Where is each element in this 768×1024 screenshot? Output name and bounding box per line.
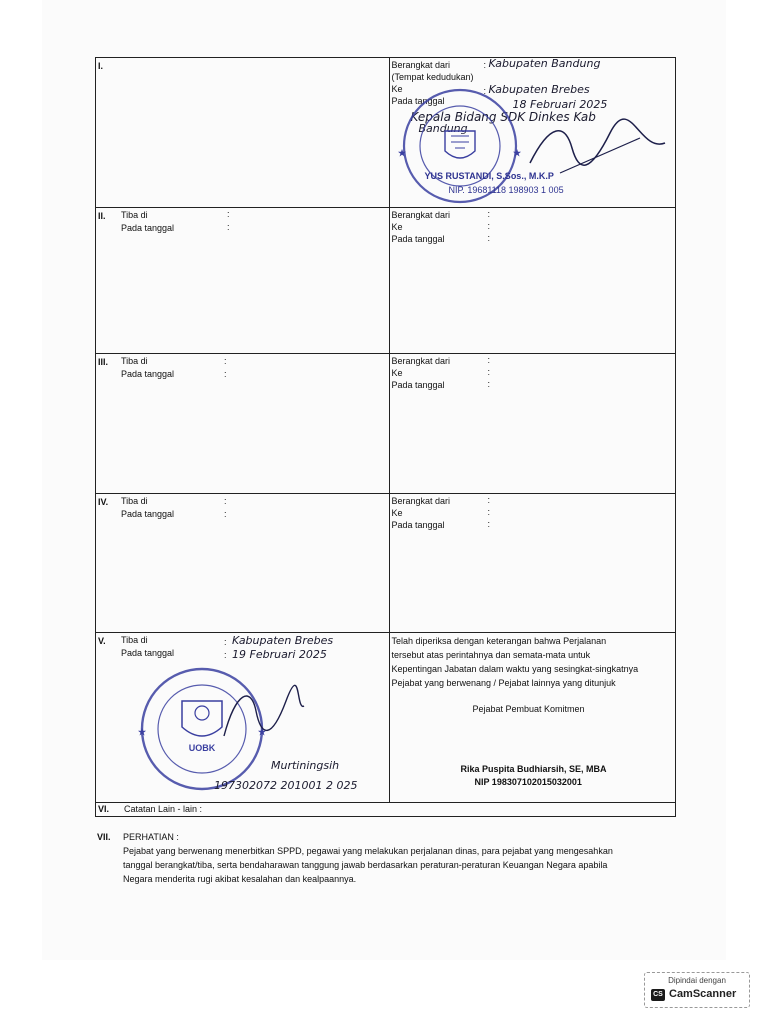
scanner-caption: Dipindai dengan [668,976,726,985]
svg-text:★: ★ [138,727,147,737]
pada-tanggal-label: Pada tanggal [391,520,445,530]
statement-line-2: tersebut atas perintahnya dan semata-mata untuk [391,650,591,660]
ke-label: Ke [391,368,403,378]
camscanner-badge [644,972,750,1008]
berangkat-label: Berangkat dari [391,210,451,220]
row-2-left: II. Tiba di Pada tanggal : : [96,208,390,354]
note-number: VII. [97,832,111,842]
ppk-nip: NIP 198307102015032001 [474,777,582,787]
catatan-label: Catatan Lain - lain : [124,804,203,814]
tiba-label: Tiba di [121,356,148,366]
pada-tanggal-label: Pada tanggal [391,96,445,106]
scanner-brand: CamScanner [669,988,737,1000]
row-number: I. [98,61,104,71]
pada-tanggal-label: Pada tanggal [121,509,175,519]
sppd-table [95,57,676,817]
signer-name: Murtiningsih [271,759,340,772]
pada-tanggal-label: Pada tanggal [121,223,175,233]
extra-line-1: Kepala Bidang SDK Dinkes Kab [410,110,596,124]
row-number: VI. [98,804,110,814]
row-3-right: Berangkat dari Ke Pada tanggal : : : [390,354,676,494]
tanggal-value: 19 Februari 2025 [232,648,327,661]
signature-2 [216,681,306,751]
svg-text:★: ★ [398,148,407,158]
row-4-right: Berangkat dari Ke Pada tanggal : : : [390,494,676,633]
ke-label: Ke [391,84,403,94]
pada-tanggal-label: Pada tanggal [391,234,445,244]
camscanner-logo-icon: CS [651,989,665,1001]
statement-line-1: Telah diperiksa dengan keterangan bahwa Perjalanan [391,636,607,646]
pada-tanggal-label: Pada tanggal [391,380,445,390]
statement-line-4: Pejabat yang berwenang / Pejabat lainnya yang ditunjuk [391,678,616,688]
berangkat-value: Kabupaten Bandung [488,57,601,70]
note-title: PERHATIAN : [123,832,179,842]
ke-label: Ke [391,222,403,232]
ppk-title: Pejabat Pembuat Komitmen [472,704,585,714]
signer-nip: 197302072 201001 2 025 [214,779,358,792]
row-4-left: IV. Tiba di Pada tanggal : : [96,494,390,633]
brebes-stamp-center: UOBK [188,743,216,753]
ppk-name: Rika Puspita Budhiarsih, SE, MBA [460,764,607,774]
official-name: YUS RUSTANDI, S.Sos., M.K.P [424,171,554,181]
tiba-label: Tiba di [121,496,148,506]
row-1-right: Berangkat dari (Tempat kedudukan) Ke Pada tanggal : : Kabupaten Bandung Kabupaten Brebes 18 Februari 2025 Kepala Bidang SDK Dinkes Kab Bandung ★ ★ YUS RUSTANDI, S.Sos., M.K.P NIP. 19681118 198903 1 005 [390,58,676,208]
berangkat-label: Berangkat dari [391,356,451,366]
official-nip: NIP. 19681118 198903 1 005 [448,185,564,195]
row-3-left: III. Tiba di Pada tanggal : : [96,354,390,494]
note-line-1: Pejabat yang berwenang menerbitkan SPPD, pegawai yang melakukan perjalanan dinas, para pejabat yang mengesahkan [123,846,613,856]
row-number: II. [98,211,106,221]
tiba-label: Tiba di [121,210,148,220]
row-5-left: V. Tiba di Pada tanggal : : Kabupaten Brebes 19 Februari 2025 UOBK ★ ★ Murtiningsih 197302072 201001 2 025 [96,633,390,803]
tiba-label: Tiba di [121,635,148,645]
row-number: V. [98,636,106,646]
svg-text:★: ★ [513,148,522,158]
extra-line-2: Bandung [418,122,468,135]
row-2-right: Berangkat dari Ke Pada tanggal : : : [390,208,676,354]
row-6 [96,803,676,817]
svg-text:★: ★ [258,727,267,737]
row-number: IV. [98,497,109,507]
perhatian-note [97,830,677,886]
ke-label: Ke [391,508,403,518]
berangkat-label: Berangkat dari [391,60,451,70]
row-number: III. [98,357,109,367]
tiba-value: Kabupaten Brebes [232,634,334,647]
row-1-left [96,58,390,208]
row-5-right [390,633,676,803]
pada-tanggal-label: Pada tanggal [121,369,175,379]
tanggal-value: 18 Februari 2025 [512,98,608,111]
berangkat-label: Berangkat dari [391,496,451,506]
tempat-label: (Tempat kedudukan) [391,72,474,82]
ke-value: Kabupaten Brebes [488,83,590,96]
note-line-2: tanggal berangkat/tiba, serta bendaharawan tanggung jawab berdasarkan peraturan-peraturan Keuangan Negara apabila [123,860,608,870]
pada-tanggal-label: Pada tanggal [121,648,175,658]
note-line-3: Negara menderita rugi akibat kesalahan dan kealpaannya. [123,874,357,884]
statement-line-3: Kepentingan Jabatan dalam waktu yang sesingkat-singkatnya [391,664,639,674]
